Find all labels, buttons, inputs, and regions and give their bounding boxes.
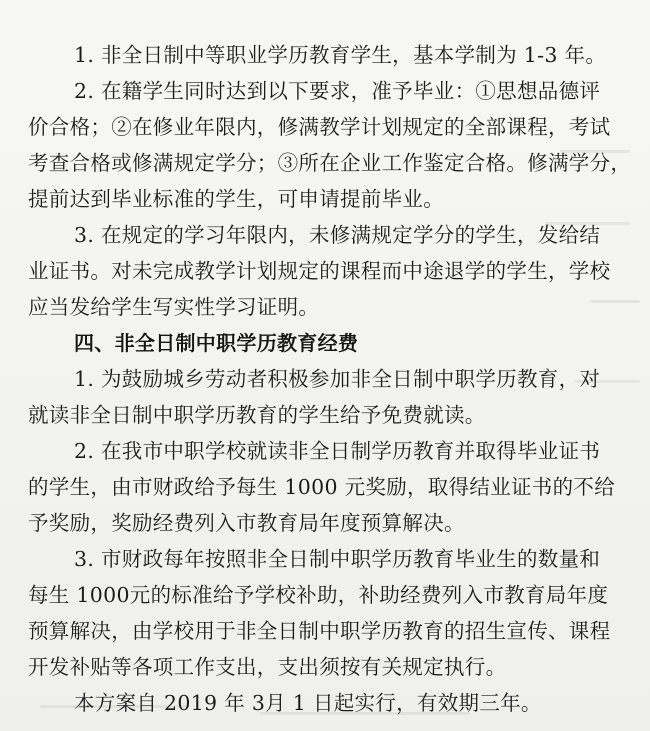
paragraph-line: 3. 在规定的学习年限内，未修满规定学分的学生，发给结 [74,223,601,247]
paragraph-line: 就读非全日制中职学历教育的学生给予免费就读。 [28,403,486,427]
paragraph-line: 2. 在我市中职学校就读非全日制学历教育并取得毕业证书 [74,439,601,463]
paragraph-line: 价合格；②在修业年限内，修满教学计划规定的全部课程，考试 [28,115,611,139]
paragraph-line: 开发补贴等各项工作支出，支出须按有关规定执行。 [28,655,507,679]
paragraph-line: 1. 非全日制中等职业学历教育学生，基本学制为 1-3 年。 [74,43,607,67]
paragraph-line: 提前达到毕业标准的学生，可申请提前毕业。 [28,187,444,211]
paragraph-line: 每生 1000元的标准给予学校补助，补助经费列入市教育局年度 [28,583,609,607]
paragraph-line: 本方案自 2019 年 3月 1 日起实行，有效期三年。 [74,691,542,715]
paragraph-line: 的学生，由市财政给予每生 1000 元奖励，取得结业证书的不给 [28,475,616,499]
bleed-through-mark [590,300,640,303]
paragraph-line: 3. 市财政每年按照非全日制中职学历教育毕业生的数量和 [74,547,601,571]
paragraph-line: 1. 为鼓励城乡劳动者积极参加非全日制中职学历教育，对 [74,367,601,391]
paragraph-line: 考查合格或修满规定学分；③所在企业工作鉴定合格。修满学分， [28,151,632,175]
paragraph-line: 预算解决，由学校用于非全日制中职学历教育的招生宣传、课程 [28,619,611,643]
paragraph-line: 应当发给学生写实性学习证明。 [28,295,320,319]
paragraph-line: 2. 在籍学生同时达到以下要求，准予毕业：①思想品德评 [74,79,601,103]
paragraph-line: 予奖励，奖励经费列入市教育局年度预算解决。 [28,511,465,535]
section-heading: 四、非全日制中职学历教育经费 [74,331,359,355]
paragraph-line: 业证书。对未完成教学计划规定的课程而中途退学的学生，学校 [28,259,611,283]
